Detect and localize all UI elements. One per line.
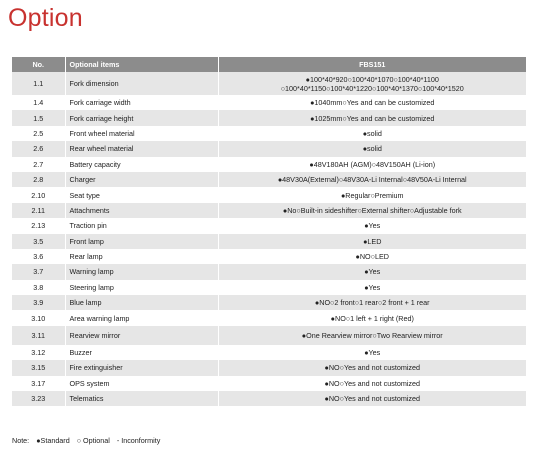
option-value-line: ●NO○1 left + 1 right (Red) [330,313,414,323]
cell-option-value [218,72,527,95]
cell-option-value [218,218,527,233]
cell-optional-item: Rear wheel material [65,141,218,156]
cell-no: 3.7 [12,264,65,279]
cell-no: 2.5 [12,126,65,141]
table-row [12,391,527,406]
cell-optional-item: OPS system [65,376,218,391]
cell-option-value [218,110,527,125]
cell-option-value [218,345,527,360]
option-value-line: ●solid [362,144,382,154]
table-row [12,187,527,202]
cell-optional-item: Telematics [65,391,218,406]
cell-no: 1.4 [12,95,65,110]
cell-optional-item: Front wheel material [65,126,218,141]
cell-optional-item: Attachments [65,203,218,218]
cell-no: 3.23 [12,391,65,406]
option-value-line: ●solid [362,128,382,138]
cell-option-value [218,157,527,172]
cell-optional-item: Rear lamp [65,249,218,264]
cell-option-value [218,126,527,141]
cell-optional-item: Buzzer [65,345,218,360]
cell-no: 3.5 [12,234,65,249]
header-optional-items: Optional items [65,57,218,72]
cell-optional-item: Front lamp [65,234,218,249]
note-standard: ●Standard [36,436,70,445]
table-row [12,326,527,345]
cell-no: 2.7 [12,157,65,172]
cell-option-value [218,295,527,310]
table-row [12,376,527,391]
table-row [12,234,527,249]
cell-option-value [218,203,527,218]
cell-no: 1.5 [12,110,65,125]
cell-option-value [218,391,527,406]
table-row [12,360,527,375]
note-label: Note: [12,436,30,445]
cell-option-value [218,280,527,295]
cell-no: 3.10 [12,310,65,325]
cell-optional-item: Blue lamp [65,295,218,310]
table-row [12,157,527,172]
table-row [12,218,527,233]
cell-option-value [218,141,527,156]
cell-optional-item: Rearview mirror [65,326,218,345]
table-row [12,95,527,110]
cell-optional-item: Battery capacity [65,157,218,172]
cell-no: 2.11 [12,203,65,218]
option-value-line: ●48V180AH (AGM)○48V150AH (Li-ion) [309,159,436,169]
option-value-line: ●48V30A(External)○48V30A-Li Internal○48V50A-Li Internal [277,175,467,185]
legend-note [12,436,167,445]
cell-optional-item: Fork carriage height [65,110,218,125]
cell-optional-item: Traction pin [65,218,218,233]
cell-option-value [218,360,527,375]
table-row [12,110,527,125]
table-row [12,249,527,264]
cell-no: 3.6 [12,249,65,264]
cell-no: 2.13 [12,218,65,233]
cell-optional-item: Area warning lamp [65,310,218,325]
cell-optional-item: Seat type [65,187,218,202]
cell-option-value [218,187,527,202]
table-row [12,295,527,310]
option-value-line: ●One Rearview mirror○Two Rearview mirror [301,330,443,340]
cell-optional-item: Steering lamp [65,280,218,295]
cell-no: 2.10 [12,187,65,202]
header-model: FBS151 [218,57,527,72]
cell-no: 3.15 [12,360,65,375]
cell-option-value [218,264,527,279]
cell-option-value [218,234,527,249]
option-value-line: ●Yes [364,282,381,292]
cell-option-value [218,326,527,345]
options-table [12,57,527,406]
cell-option-value [218,310,527,325]
cell-optional-item: Charger [65,172,218,187]
option-value-line: ●LED [363,236,382,246]
option-value-line: ○100*40*1150○100*40*1220○100*40*1370○100*40*1520 [280,83,464,93]
option-value-line: ●Yes [364,348,381,358]
table-row [12,172,527,187]
option-value-line: ●NO○Yes and not customized [324,378,420,388]
table-row [12,310,527,325]
table-row [12,141,527,156]
cell-optional-item: Fork carriage width [65,95,218,110]
table-row [12,280,527,295]
option-value-line: ●Regular○Premium [340,190,404,200]
table-row [12,264,527,279]
cell-no: 3.11 [12,326,65,345]
page-title: Option [8,4,83,32]
note-optional: ○ Optional [76,436,110,445]
cell-no: 3.9 [12,295,65,310]
table-row [12,72,527,95]
table-row [12,203,527,218]
cell-optional-item: Fork dimension [65,72,218,95]
option-value-line: ●NO○LED [355,252,389,262]
option-value-line: ●Yes [364,267,381,277]
cell-no: 2.8 [12,172,65,187]
table-row [12,345,527,360]
cell-no: 1.1 [12,72,65,95]
cell-no: 2.6 [12,141,65,156]
cell-option-value [218,376,527,391]
cell-optional-item: Warning lamp [65,264,218,279]
option-value-line: ●NO○Yes and not customized [324,363,420,373]
option-value-line: ●1025mm○Yes and can be customized [310,113,435,123]
header-no: No. [12,57,65,72]
cell-option-value [218,172,527,187]
cell-no: 3.8 [12,280,65,295]
table-row [12,126,527,141]
cell-option-value [218,95,527,110]
option-value-line: ●NO○2 front○1 rear○2 front + 1 rear [314,298,430,308]
option-value-line: ●100*40*920○100*40*1070○100*40*1100 [305,74,439,84]
cell-optional-item: Fire extinguisher [65,360,218,375]
cell-option-value [218,249,527,264]
option-value-line: ●NO○Yes and not customized [324,394,420,404]
option-value-line: ●No○Built-in sideshifter○External shifter○Adjustable fork [282,205,462,215]
cell-no: 3.12 [12,345,65,360]
note-inconformity: - Inconformity [116,436,161,445]
option-value-line: ●Yes [364,221,381,231]
cell-no: 3.17 [12,376,65,391]
table-header-row [12,57,527,72]
option-value-line: ●1040mm○Yes and can be customized [310,98,435,108]
table-body [12,72,527,406]
